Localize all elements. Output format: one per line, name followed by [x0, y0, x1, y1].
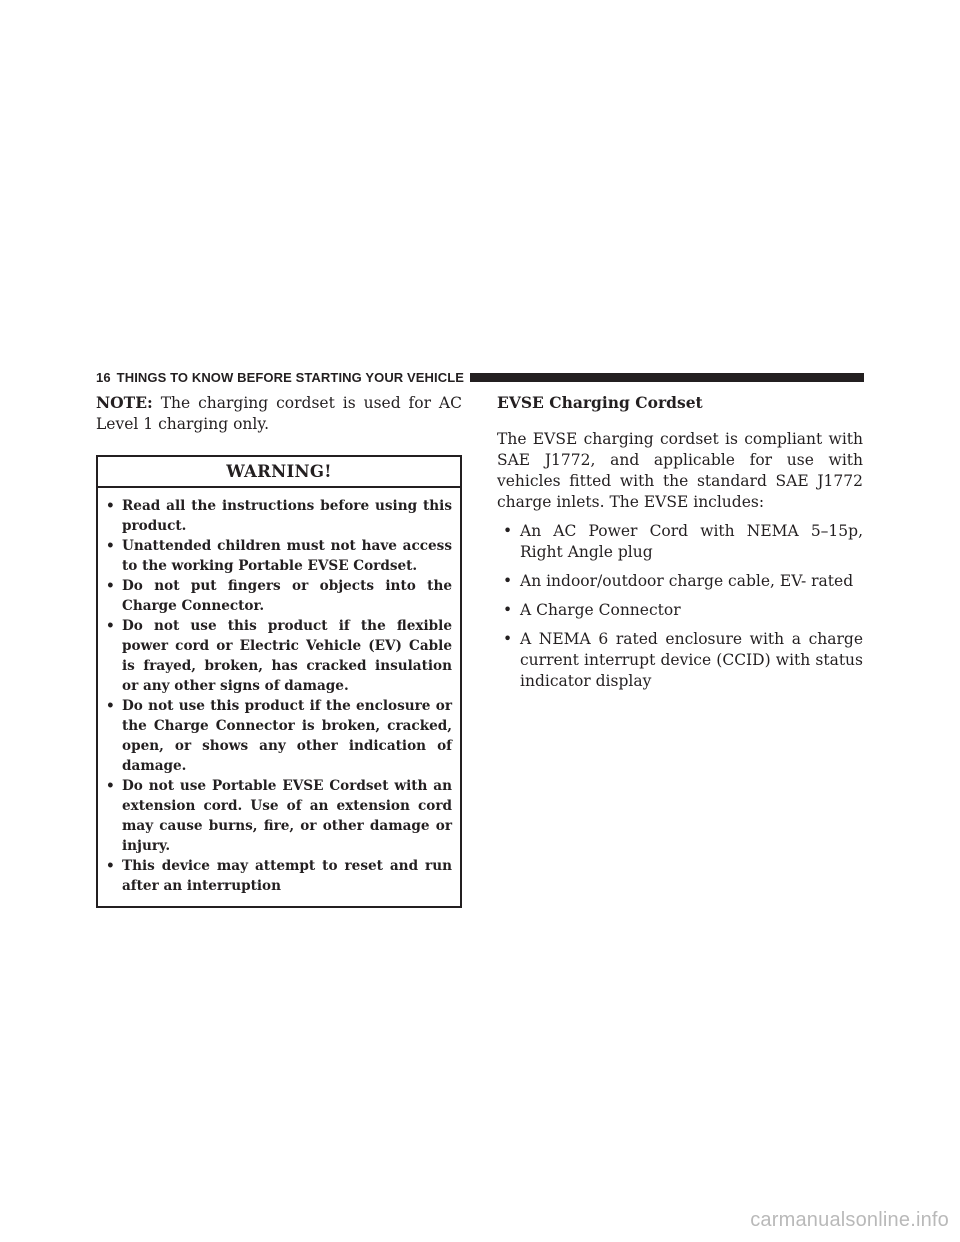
- warning-item: [106, 616, 452, 696]
- bullet-icon: •: [106, 538, 115, 554]
- warning-item: [106, 576, 452, 616]
- warning-box: [96, 455, 462, 908]
- list-item-text: An indoor/outdoor charge cable, EV- rated: [520, 572, 854, 590]
- evse-feature-list: [497, 521, 863, 692]
- page-number: 16: [96, 369, 111, 385]
- bullet-icon: •: [106, 578, 115, 594]
- warning-item: [106, 696, 452, 776]
- watermark: carmanualsonline.info: [750, 1209, 949, 1231]
- evse-intro-paragraph: The EVSE charging cordset is compliant with SAE J1772, and applicable for use with vehicles fitted with the standard SAE J1772 charge inlets. The EVSE includes:: [497, 430, 863, 511]
- note-text: The charging cordset is used for AC Level 1 charging only.: [96, 394, 462, 433]
- bullet-icon: •: [503, 630, 513, 648]
- list-item: [497, 521, 863, 563]
- warning-item: [106, 776, 452, 856]
- list-item: [497, 629, 863, 692]
- list-item-text: A Charge Connector: [520, 601, 681, 619]
- section-header-title: THINGS TO KNOW BEFORE STARTING YOUR VEHICLE: [116, 369, 465, 385]
- page-header: [96, 369, 864, 385]
- bullet-icon: •: [503, 601, 513, 619]
- warning-item-text: Do not use this product if the flexible power cord or Electric Vehicle (EV) Cable is frayed, broken, has cracked insulation or any other signs of damage.: [122, 618, 452, 694]
- right-column: [497, 392, 863, 692]
- warning-item-text: Unattended children must not have access to the working Portable EVSE Cordset.: [122, 538, 452, 574]
- bullet-icon: •: [503, 572, 513, 590]
- warning-title: WARNING!: [98, 457, 460, 488]
- warning-item-text: Do not put fingers or objects into the Charge Connector.: [122, 578, 452, 614]
- bullet-icon: •: [106, 778, 115, 794]
- left-column: [96, 392, 462, 908]
- list-item: [497, 571, 863, 592]
- warning-item: [106, 856, 452, 896]
- note-paragraph: [96, 392, 462, 435]
- warning-item: [106, 496, 452, 536]
- warning-item-text: This device may attempt to reset and run after an interruption: [122, 858, 452, 894]
- warning-list: [98, 488, 460, 906]
- bullet-icon: •: [106, 858, 115, 874]
- list-item: [497, 600, 863, 621]
- list-item-text: An AC Power Cord with NEMA 5–15p, Right Angle plug: [520, 522, 863, 561]
- bullet-icon: •: [106, 498, 115, 514]
- list-item-text: A NEMA 6 rated enclosure with a charge current interrupt device (CCID) with status indicator display: [520, 630, 863, 690]
- warning-item-text: Do not use this product if the enclosure or the Charge Connector is broken, cracked, open, or shows any other indication of damage.: [122, 698, 452, 774]
- warning-item-text: Read all the instructions before using this product.: [122, 498, 452, 534]
- bullet-icon: •: [503, 522, 513, 540]
- header-rule: [470, 373, 864, 382]
- bullet-icon: •: [106, 618, 115, 634]
- note-label: NOTE:: [96, 393, 153, 412]
- warning-item: [106, 536, 452, 576]
- bullet-icon: •: [106, 698, 115, 714]
- warning-item-text: Do not use Portable EVSE Cordset with an extension cord. Use of an extension cord may cause burns, fire, or other damage or injury.: [122, 778, 452, 854]
- evse-section-title: EVSE Charging Cordset: [497, 393, 703, 412]
